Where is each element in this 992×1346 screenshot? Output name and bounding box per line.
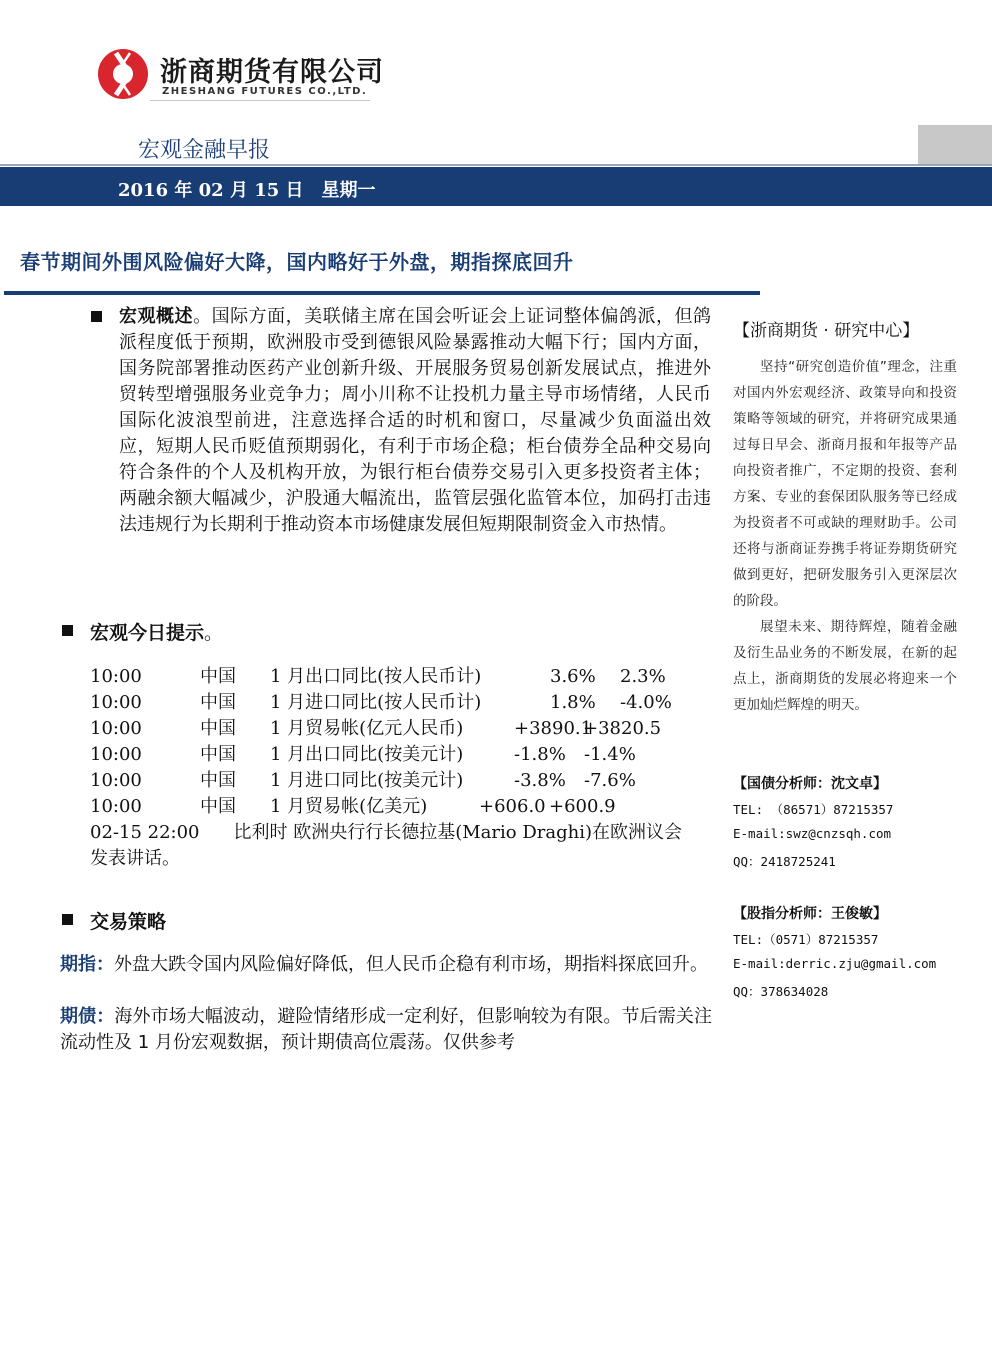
company-name-cn: 浙商期货有限公司 — [160, 57, 384, 88]
special-event-time: 02-15 22:00 — [90, 822, 200, 843]
special-event-text: 欧洲央行行长德拉基(Mario Draghi)在欧洲议会 — [293, 822, 682, 843]
macro-overview-text: 。国际方面，美联储主席在国会听证会上证词整体偏鸽派，但鸽派程度低于预期，欧洲股市受到德银风险暴露推动大幅下行；国内方面，国务院部署推动医药产业创新升级、开展服务贸易创新发展试点，推进外贸转型增强服务业竞争力；周小川称不让投机力量主导市场情绪，人民币国际化波浪型前进，注意选择合适的时机和窗口，尽量减少负面溢出效应，短期人民币贬值预期弱化，有利于市场企稳；柜台债券全品种交易向符合条件的个人及机构开放，为银行柜台债券交易引入更多投资者主体；两融余额大幅减少，沪股通大幅流出，监管层强化监管本位，加码打击违法违规行为长期利于推动资本市场健康发展但短期限制资金入市热情。 — [119, 306, 712, 535]
header-rule — [0, 164, 992, 166]
today-tips-title: 宏观今日提示。 — [90, 622, 224, 644]
analyst-index-qq: QQ：378634028 — [733, 984, 829, 999]
bullet-icon — [62, 914, 73, 925]
bullet-icon — [91, 311, 102, 322]
weekday: 星期一 — [321, 180, 376, 201]
header-gray-block — [918, 125, 992, 165]
strategy-item-index-futures: 期指：外盘大跌令国内风险偏好降低，但人民币企稳有利市场，期指料探底回升。 — [60, 954, 708, 975]
research-center-title: 【浙商期货 · 研究中心】 — [733, 321, 920, 341]
zheshang-logo-icon — [96, 47, 150, 101]
special-event-row — [90, 820, 682, 846]
report-type: 宏观金融早报 — [138, 138, 271, 163]
research-center-outlook: 展望未来、期待辉煌，随着金融及衍生品业务的不断发展，在新的起点上，浙商期货的发展必将迎来一个更加灿烂辉煌的明天。 — [733, 619, 957, 713]
headline-rule — [4, 291, 760, 295]
analyst-index-tel: TEL:（0571）87215357 — [733, 932, 879, 947]
analyst-bond-qq: QQ：2418725241 — [733, 854, 836, 869]
report-date — [118, 176, 376, 202]
analyst-index-email: E-mail:derric.zju@gmail.com — [733, 956, 937, 971]
strategy-title: 交易策略 — [90, 911, 167, 933]
strategy-item-bond-futures: 期债：海外市场大幅波动，避险情绪形成一定利好，但影响较为有限。节后需关注流动性及 1 月份宏观数据，预计期债高位震荡。仅供参考 — [60, 1006, 712, 1053]
company-name-en: ZHESHANG FUTURES CO.,LTD. — [162, 86, 368, 97]
logo-divider — [150, 100, 370, 101]
date-value: 2016 年 02 月 15 日 — [118, 180, 304, 201]
macro-overview-label: 宏观概述 — [119, 306, 194, 327]
analyst-index-name: 【股指分析师：王俊敏】 — [733, 906, 887, 922]
headline: 春节期间外围风险偏好大降，国内略好于外盘，期指探底回升 — [20, 250, 574, 274]
bullet-icon — [62, 625, 73, 636]
analyst-bond-tel: TEL: （86571）87215357 — [733, 802, 894, 817]
special-event-continuation: 发表讲话。 — [90, 848, 180, 869]
research-center-intro: 坚持“研究创造价值”理念，注重对国内外宏观经济、政策导向和投资策略等领域的研究，并将研究成果通过每日早会、浙商月报和年报等产品向投资者推广，不定期的投资、套利方案、专业的套保团队服务等已经成为投资者不可或缺的理财助手。公司还将与浙商证券携手将证券期货研究做到更好，把研发服务引入更深层次的阶段。 — [733, 359, 957, 609]
analyst-bond-name: 【国债分析师：沈文卓】 — [733, 776, 887, 792]
macro-overview-paragraph — [119, 304, 711, 538]
analyst-bond-email: E-mail:swz@cnzsqh.com — [733, 826, 892, 841]
special-event-country: 比利时 — [233, 822, 288, 843]
